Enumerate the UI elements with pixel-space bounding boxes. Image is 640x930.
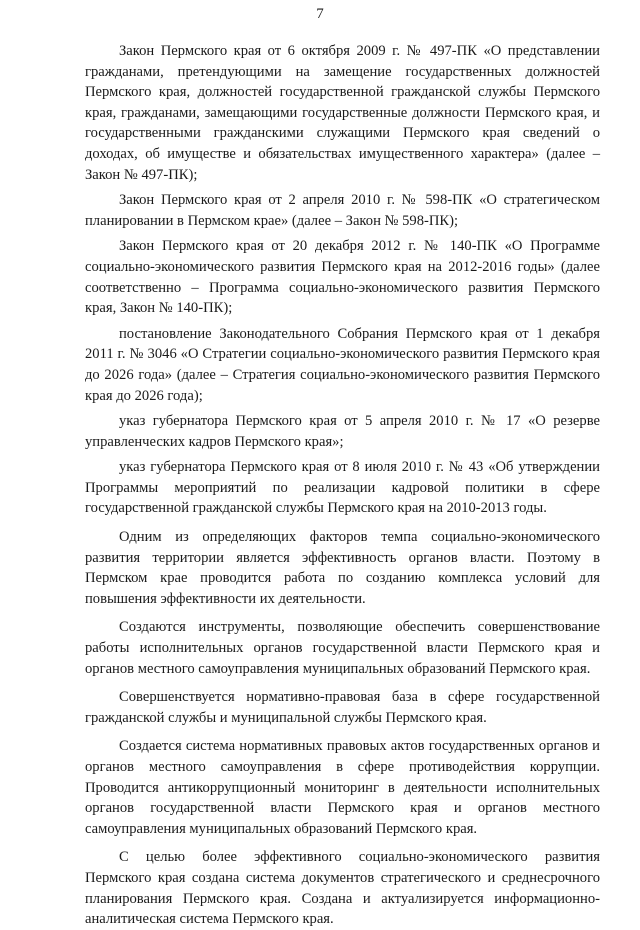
- paragraph-decree-43: указ губернатора Пермского края от 8 июля 2010 г. № 43 «Об утверждении Программы мероприятий по реализации кадровой политики в сфере государственной гражданской службы Пермского края на 2010-2013 годы.: [85, 459, 600, 517]
- page-number: 7: [316, 6, 324, 22]
- paragraph-anticorruption: Создается система нормативных правовых актов государственных органов и органов местного самоуправления в сфере противодействия коррупции. Проводится антикоррупционный мониторинг в деятельности исполнительных органов государственной власти Пермского края и органов местного самоуправления муниципальных образований Пермского края.: [85, 738, 600, 837]
- paragraph-resolution-3046: постановление Законодательного Собрания Пермского края от 1 декабря 2011 г. № 3046 «О Стратегии социально-экономического развития Пермского края до 2026 года» (далее – Стратегия социально-экономического развития Пермского края до 2026 года);: [85, 325, 600, 404]
- paragraph-strategic-planning: С целью более эффективного социально-экономического развития Пермского края создана система документов стратегического и среднесрочного планирования Пермского края. Создана и актуализируется информационно-аналитическая система Пермского края.: [85, 849, 600, 928]
- paragraph-law-598: Закон Пермского края от 2 апреля 2010 г. № 598-ПК «О стратегическом планировании в Пермском крае» (далее – Закон № 598-ПК);: [85, 192, 600, 229]
- paragraph-law-140: Закон Пермского края от 20 декабря 2012 г. № 140-ПК «О Программе социально-экономического развития Пермского края на 2012-2016 годы» (далее соответственно – Программа социально-экономического развития Пермского края, Закон № 140-ПК);: [85, 238, 600, 317]
- paragraph-law-497: Закон Пермского края от 6 октября 2009 г. № 497-ПК «О представлении гражданами, претендующими на замещение государственных должностей Пермского края, должностей государственной гражданской службы Пермского края, гражданами, замещающими государственные должности Пермского края, и государственными гражданскими служащими Пермского края сведений о доходах, об имуществе и обязательствах имущественного характера» (далее – Закон № 497-ПК);: [85, 43, 600, 183]
- paragraph-efficiency: Одним из определяющих факторов темпа социально-экономического развития территории является эффективность органов власти. Поэтому в Пермском крае проводится работа по созданию комплекса условий для повышения эффективности их деятельности.: [85, 529, 600, 607]
- paragraph-instruments: Создаются инструменты, позволяющие обеспечить совершенствование работы исполнительных органов государственной власти Пермского края и органов местного самоуправления муниципальных образований Пермского края.: [85, 619, 600, 677]
- document-body: [85, 41, 600, 930]
- paragraph-legal-base: Совершенствуется нормативно-правовая база в сфере государственной гражданской службы и муниципальной службы Пермского края.: [85, 689, 600, 726]
- paragraph-decree-17: указ губернатора Пермского края от 5 апреля 2010 г. № 17 «О резерве управленческих кадров Пермского края»;: [85, 413, 600, 450]
